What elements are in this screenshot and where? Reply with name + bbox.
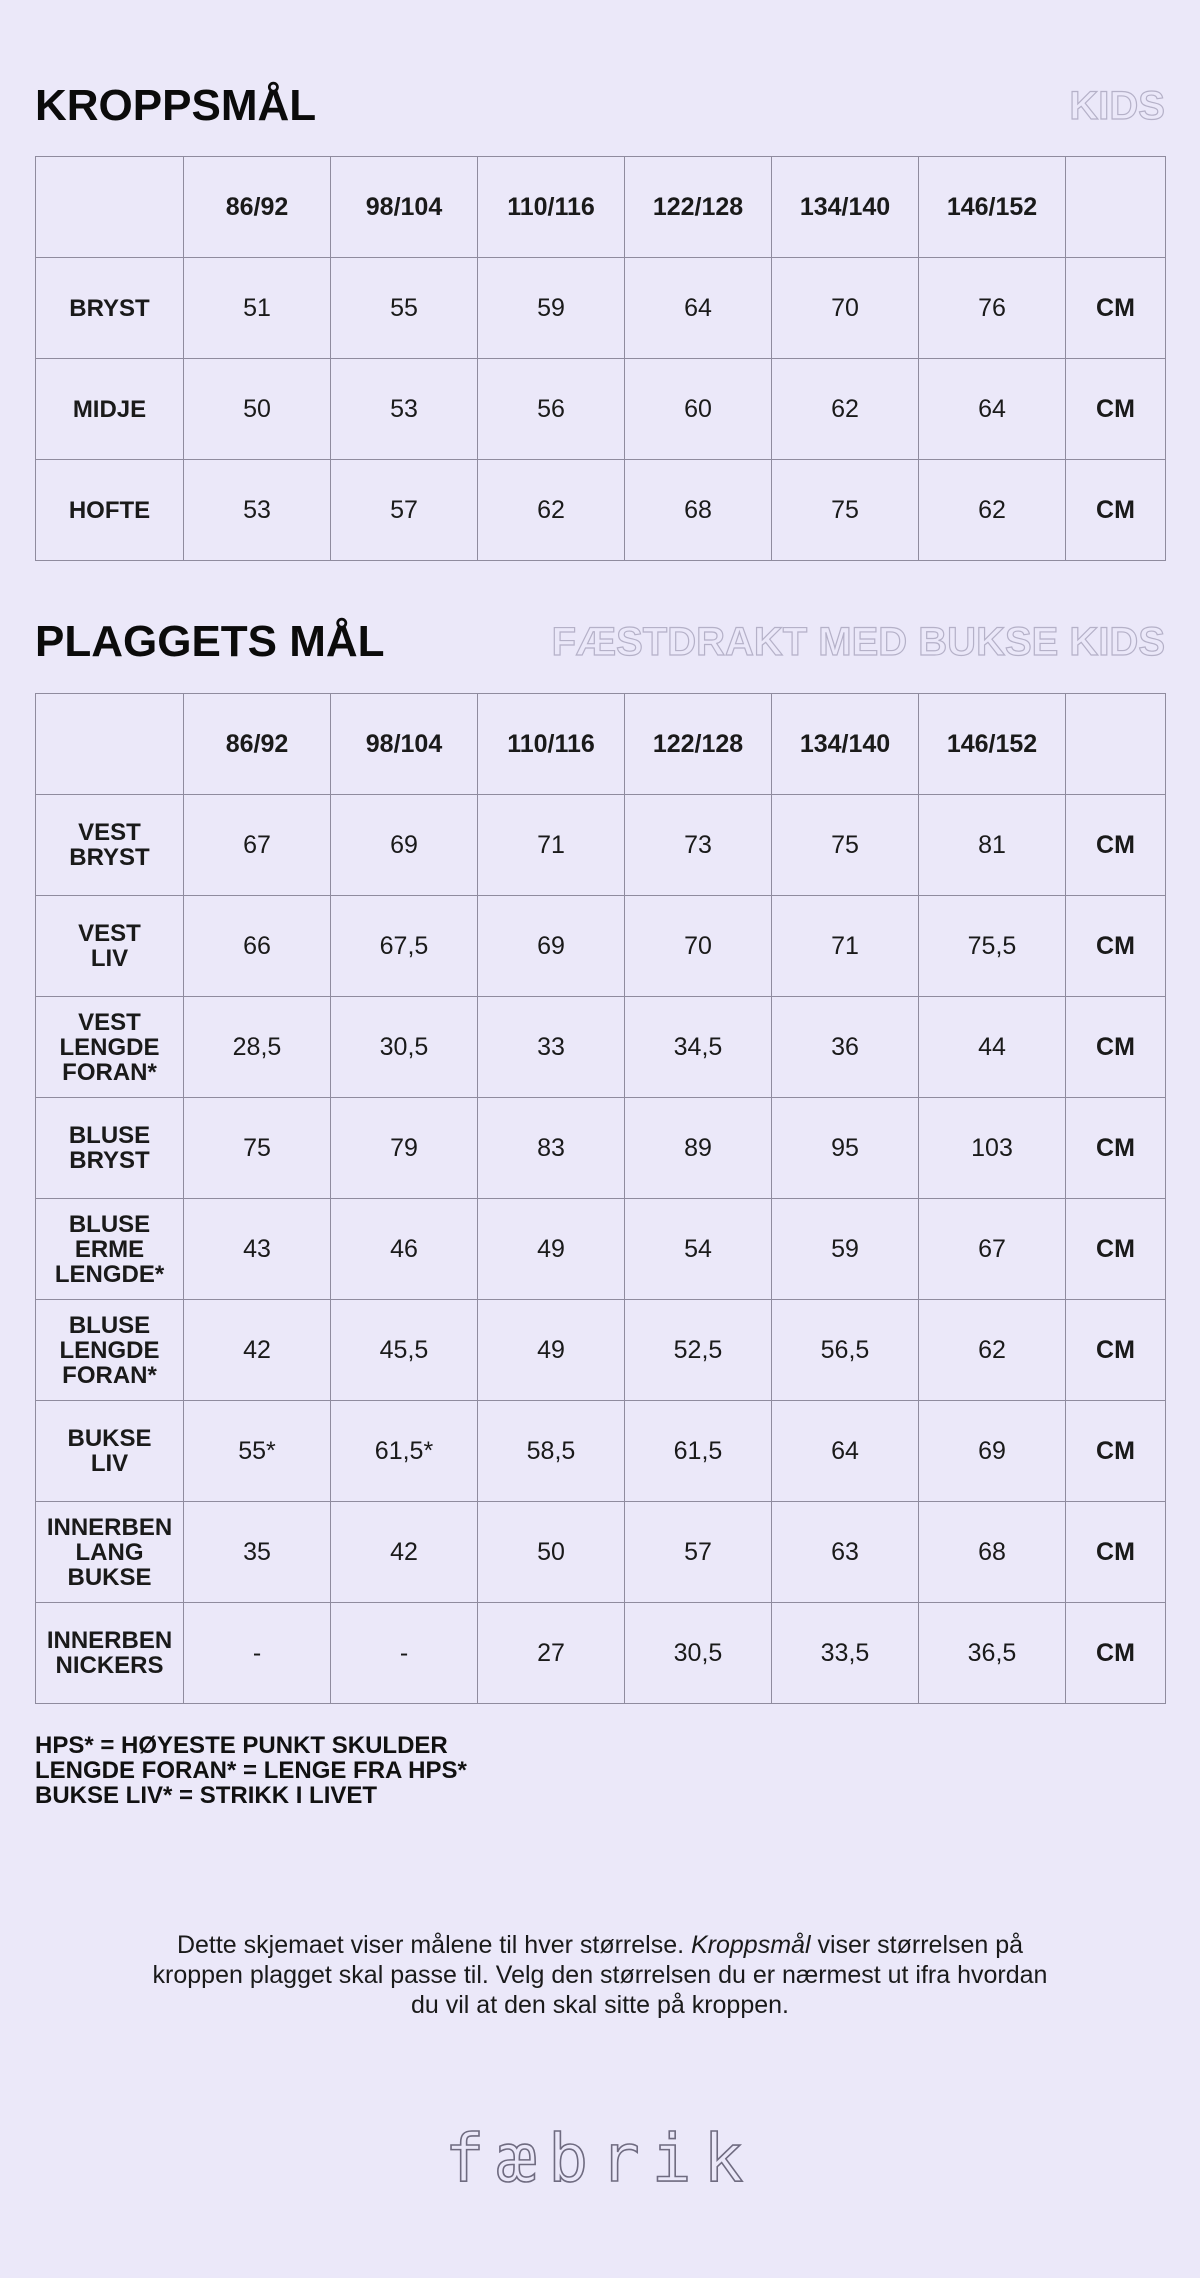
measurement-cell: 34,5	[625, 997, 772, 1098]
measurement-cell: -	[331, 1603, 478, 1704]
row-label: BLUSE LENGDE FORAN*	[36, 1300, 184, 1401]
garment-measurements-title: PLAGGETS MÅL	[35, 617, 385, 666]
measurement-cell: 53	[331, 359, 478, 460]
measurement-cell: 43	[184, 1199, 331, 1300]
row-label: VEST LENGDE FORAN*	[36, 997, 184, 1098]
measurement-cell: 49	[478, 1300, 625, 1401]
measurement-cell: 103	[919, 1098, 1066, 1199]
size-header: 86/92	[184, 157, 331, 258]
garment-measurements-tag: FÆSTDRAKT MED BUKSE KIDS	[551, 619, 1165, 664]
row-label: BUKSE LIV	[36, 1401, 184, 1502]
measurement-cell: 55*	[184, 1401, 331, 1502]
measurement-cell: 56	[478, 359, 625, 460]
footnote: HPS* = HØYESTE PUNKT SKULDER	[35, 1732, 448, 1759]
measurement-cell: 57	[331, 460, 478, 561]
measurement-cell: 64	[772, 1401, 919, 1502]
measurement-cell: 60	[625, 359, 772, 460]
table-row	[36, 1502, 1166, 1603]
unit-cell: CM	[1066, 1199, 1166, 1300]
row-label: BLUSE ERME LENGDE*	[36, 1199, 184, 1300]
garment-measurements-table	[35, 693, 1166, 1704]
measurement-cell: 51	[184, 258, 331, 359]
unit-header	[1066, 694, 1166, 795]
measurement-cell: -	[184, 1603, 331, 1704]
description-emphasis: Kroppsmål	[691, 1931, 811, 1959]
measurement-cell: 50	[184, 359, 331, 460]
unit-cell: CM	[1066, 1603, 1166, 1704]
table-row	[36, 258, 1166, 359]
measurement-cell: 64	[919, 359, 1066, 460]
row-label: VEST BRYST	[36, 795, 184, 896]
measurement-cell: 33,5	[772, 1603, 919, 1704]
table-row	[36, 795, 1166, 896]
description-text	[150, 1930, 1050, 2020]
row-label: MIDJE	[36, 359, 184, 460]
body-measurements-tag: KIDS	[1069, 83, 1165, 128]
measurement-cell: 81	[919, 795, 1066, 896]
measurement-cell: 68	[919, 1502, 1066, 1603]
row-label: BRYST	[36, 258, 184, 359]
measurement-cell: 89	[625, 1098, 772, 1199]
measurement-cell: 79	[331, 1098, 478, 1199]
measurement-cell: 67	[184, 795, 331, 896]
size-header-row	[36, 157, 1166, 258]
footnotes	[35, 1733, 467, 1808]
measurement-cell: 42	[184, 1300, 331, 1401]
unit-header	[1066, 157, 1166, 258]
measurement-cell: 66	[184, 896, 331, 997]
measurement-cell: 53	[184, 460, 331, 561]
corner-cell	[36, 157, 184, 258]
size-header: 146/152	[919, 694, 1066, 795]
table-row	[36, 1098, 1166, 1199]
measurement-cell: 54	[625, 1199, 772, 1300]
unit-cell: CM	[1066, 997, 1166, 1098]
table-row	[36, 1401, 1166, 1502]
size-header: 134/140	[772, 157, 919, 258]
measurement-cell: 52,5	[625, 1300, 772, 1401]
measurement-cell: 62	[919, 460, 1066, 561]
size-header: 134/140	[772, 694, 919, 795]
measurement-cell: 57	[625, 1502, 772, 1603]
measurement-cell: 62	[919, 1300, 1066, 1401]
unit-cell: CM	[1066, 1300, 1166, 1401]
description-part: viser størrelsen på kroppen plagget skal passe til. Velg den størrelsen du er nærmest ut ifra hvordan du vil at den skal sitte på kroppen.	[152, 1931, 1048, 2019]
measurement-cell: 69	[331, 795, 478, 896]
measurement-cell: 69	[919, 1401, 1066, 1502]
measurement-cell: 36	[772, 997, 919, 1098]
measurement-cell: 83	[478, 1098, 625, 1199]
unit-cell: CM	[1066, 795, 1166, 896]
measurement-cell: 71	[772, 896, 919, 997]
measurement-cell: 61,5*	[331, 1401, 478, 1502]
measurement-cell: 62	[478, 460, 625, 561]
measurement-cell: 71	[478, 795, 625, 896]
body-measurements-title: KROPPSMÅL	[35, 81, 317, 130]
measurement-cell: 61,5	[625, 1401, 772, 1502]
table-row	[36, 1199, 1166, 1300]
unit-cell: CM	[1066, 1098, 1166, 1199]
measurement-cell: 70	[772, 258, 919, 359]
measurement-cell: 46	[331, 1199, 478, 1300]
measurement-cell: 67,5	[331, 896, 478, 997]
table-row	[36, 1300, 1166, 1401]
size-header: 146/152	[919, 157, 1066, 258]
table-row	[36, 997, 1166, 1098]
measurement-cell: 67	[919, 1199, 1066, 1300]
garment-measurements-header	[35, 614, 1165, 670]
measurement-cell: 36,5	[919, 1603, 1066, 1704]
row-label: HOFTE	[36, 460, 184, 561]
measurement-cell: 62	[772, 359, 919, 460]
measurement-cell: 45,5	[331, 1300, 478, 1401]
measurement-cell: 75,5	[919, 896, 1066, 997]
row-label: INNERBEN NICKERS	[36, 1603, 184, 1704]
table-row	[36, 460, 1166, 561]
unit-cell: CM	[1066, 359, 1166, 460]
row-label: INNERBEN LANG BUKSE	[36, 1502, 184, 1603]
body-measurements-header	[35, 78, 1165, 134]
measurement-cell: 64	[625, 258, 772, 359]
measurement-cell: 55	[331, 258, 478, 359]
size-header-row	[36, 694, 1166, 795]
measurement-cell: 49	[478, 1199, 625, 1300]
row-label: BLUSE BRYST	[36, 1098, 184, 1199]
size-header: 110/116	[478, 694, 625, 795]
unit-cell: CM	[1066, 460, 1166, 561]
unit-cell: CM	[1066, 1502, 1166, 1603]
measurement-cell: 68	[625, 460, 772, 561]
size-header: 98/104	[331, 157, 478, 258]
measurement-cell: 50	[478, 1502, 625, 1603]
brand-logo: fæbrik	[444, 2120, 756, 2197]
row-label: VEST LIV	[36, 896, 184, 997]
measurement-cell: 69	[478, 896, 625, 997]
measurement-cell: 75	[772, 460, 919, 561]
measurement-cell: 73	[625, 795, 772, 896]
measurement-cell: 27	[478, 1603, 625, 1704]
measurement-cell: 75	[184, 1098, 331, 1199]
size-header: 86/92	[184, 694, 331, 795]
unit-cell: CM	[1066, 258, 1166, 359]
measurement-cell: 30,5	[331, 997, 478, 1098]
size-header: 122/128	[625, 157, 772, 258]
measurement-cell: 75	[772, 795, 919, 896]
footnote: BUKSE LIV* = STRIKK I LIVET	[35, 1782, 378, 1809]
size-header: 110/116	[478, 157, 625, 258]
unit-cell: CM	[1066, 896, 1166, 997]
measurement-cell: 63	[772, 1502, 919, 1603]
measurement-cell: 35	[184, 1502, 331, 1603]
unit-cell: CM	[1066, 1401, 1166, 1502]
measurement-cell: 70	[625, 896, 772, 997]
footnote: LENGDE FORAN* = LENGE FRA HPS*	[35, 1757, 467, 1784]
measurement-cell: 33	[478, 997, 625, 1098]
size-header: 122/128	[625, 694, 772, 795]
measurement-cell: 76	[919, 258, 1066, 359]
corner-cell	[36, 694, 184, 795]
measurement-cell: 59	[478, 258, 625, 359]
description-part: Dette skjemaet viser målene til hver størrelse.	[176, 1931, 691, 1959]
table-row	[36, 359, 1166, 460]
measurement-cell: 42	[331, 1502, 478, 1603]
measurement-cell: 58,5	[478, 1401, 625, 1502]
measurement-cell: 30,5	[625, 1603, 772, 1704]
measurement-cell: 95	[772, 1098, 919, 1199]
body-measurements-table	[35, 156, 1166, 561]
size-header: 98/104	[331, 694, 478, 795]
table-row	[36, 1603, 1166, 1704]
measurement-cell: 56,5	[772, 1300, 919, 1401]
table-row	[36, 896, 1166, 997]
measurement-cell: 59	[772, 1199, 919, 1300]
measurement-cell: 28,5	[184, 997, 331, 1098]
measurement-cell: 44	[919, 997, 1066, 1098]
